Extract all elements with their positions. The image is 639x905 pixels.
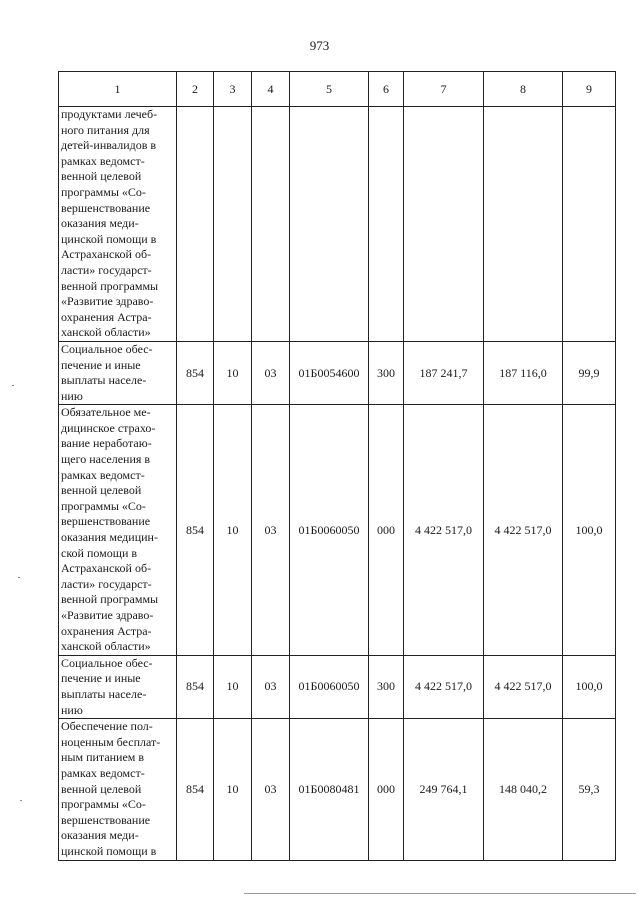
cell-subsection: 03 bbox=[252, 405, 290, 656]
cell-percent: 100,0 bbox=[563, 655, 616, 718]
scan-speck bbox=[20, 800, 22, 801]
cell-executed: 4 422 517,0 bbox=[484, 655, 563, 718]
row-description: Обязательное ме- дицинское страхо- вание неработаю- щего населения в рамках ведомст- венной целевой программы «Со- вершенствование оказания медицин- ской помощи в Астраханской об- ласти» государст- венной программы «Развитие здраво- охранения Астра- ханской области» bbox=[59, 405, 177, 656]
table-row bbox=[59, 341, 616, 404]
cell-admin-code: 854 bbox=[177, 655, 214, 718]
cell-planned: 187 241,7 bbox=[404, 341, 484, 404]
scan-speck bbox=[18, 577, 20, 578]
cell-expense-type: 300 bbox=[369, 341, 404, 404]
cell-admin-code bbox=[177, 107, 214, 342]
cell-executed bbox=[484, 107, 563, 342]
table-row bbox=[59, 405, 616, 656]
cell-expense-type: 000 bbox=[369, 405, 404, 656]
cell-expense-type: 300 bbox=[369, 655, 404, 718]
cell-planned bbox=[404, 107, 484, 342]
column-header-7: 7 bbox=[404, 72, 484, 107]
page-number: 973 bbox=[309, 38, 330, 53]
scan-speck bbox=[12, 385, 14, 386]
cell-admin-code: 854 bbox=[177, 405, 214, 656]
cell-section bbox=[214, 107, 252, 342]
cell-expense-type: 000 bbox=[369, 719, 404, 860]
cell-admin-code: 854 bbox=[177, 719, 214, 860]
cell-percent bbox=[563, 107, 616, 342]
cell-subsection: 03 bbox=[252, 341, 290, 404]
column-header-8: 8 bbox=[484, 72, 563, 107]
column-header-6: 6 bbox=[369, 72, 404, 107]
cell-section: 10 bbox=[214, 341, 252, 404]
cell-percent: 100,0 bbox=[563, 405, 616, 656]
row-description: Социальное обес- печение и иные выплаты населе- нию bbox=[59, 655, 177, 718]
cell-subsection: 03 bbox=[252, 655, 290, 718]
table-row bbox=[59, 655, 616, 718]
cell-planned: 4 422 517,0 bbox=[404, 405, 484, 656]
cell-executed: 148 040,2 bbox=[484, 719, 563, 860]
cell-target-article: 01Б0060050 bbox=[290, 655, 369, 718]
column-header-2: 2 bbox=[177, 72, 214, 107]
cell-planned: 4 422 517,0 bbox=[404, 655, 484, 718]
column-header-9: 9 bbox=[563, 72, 616, 107]
row-description: продуктами лечеб- ного питания для детей-инвалидов в рамках ведомст- венной целевой программы «Со- вершенствование оказания меди- цинской помощи в Астраханской об- ласти» государст- венной программы «Развитие здраво- охранения Астра- ханской области» bbox=[59, 107, 177, 342]
cell-section: 10 bbox=[214, 405, 252, 656]
table-row bbox=[59, 107, 616, 342]
column-header-3: 3 bbox=[214, 72, 252, 107]
cell-admin-code: 854 bbox=[177, 341, 214, 404]
row-description: Обеспечение пол- ноценным бесплат- ным питанием в рамках ведомст- венной целевой программы «Со- вершенствование оказания меди- цинской помощи в bbox=[59, 719, 177, 860]
cell-percent: 99,9 bbox=[563, 341, 616, 404]
cell-executed: 4 422 517,0 bbox=[484, 405, 563, 656]
cell-subsection bbox=[252, 107, 290, 342]
table-row bbox=[59, 719, 616, 860]
cell-subsection: 03 bbox=[252, 719, 290, 860]
cell-target-article: 01Б0060050 bbox=[290, 405, 369, 656]
header-row bbox=[59, 72, 616, 107]
cell-percent: 59,3 bbox=[563, 719, 616, 860]
row-description: Социальное обес- печение и иные выплаты населе- нию bbox=[59, 341, 177, 404]
cell-expense-type bbox=[369, 107, 404, 342]
scan-edge-line bbox=[244, 893, 636, 894]
budget-table bbox=[58, 71, 616, 861]
cell-section: 10 bbox=[214, 655, 252, 718]
column-header-4: 4 bbox=[252, 72, 290, 107]
column-header-1: 1 bbox=[59, 72, 177, 107]
cell-executed: 187 116,0 bbox=[484, 341, 563, 404]
cell-planned: 249 764,1 bbox=[404, 719, 484, 860]
cell-target-article bbox=[290, 107, 369, 342]
column-header-5: 5 bbox=[290, 72, 369, 107]
cell-target-article: 01Б0054600 bbox=[290, 341, 369, 404]
cell-target-article: 01Б0080481 bbox=[290, 719, 369, 860]
cell-section: 10 bbox=[214, 719, 252, 860]
